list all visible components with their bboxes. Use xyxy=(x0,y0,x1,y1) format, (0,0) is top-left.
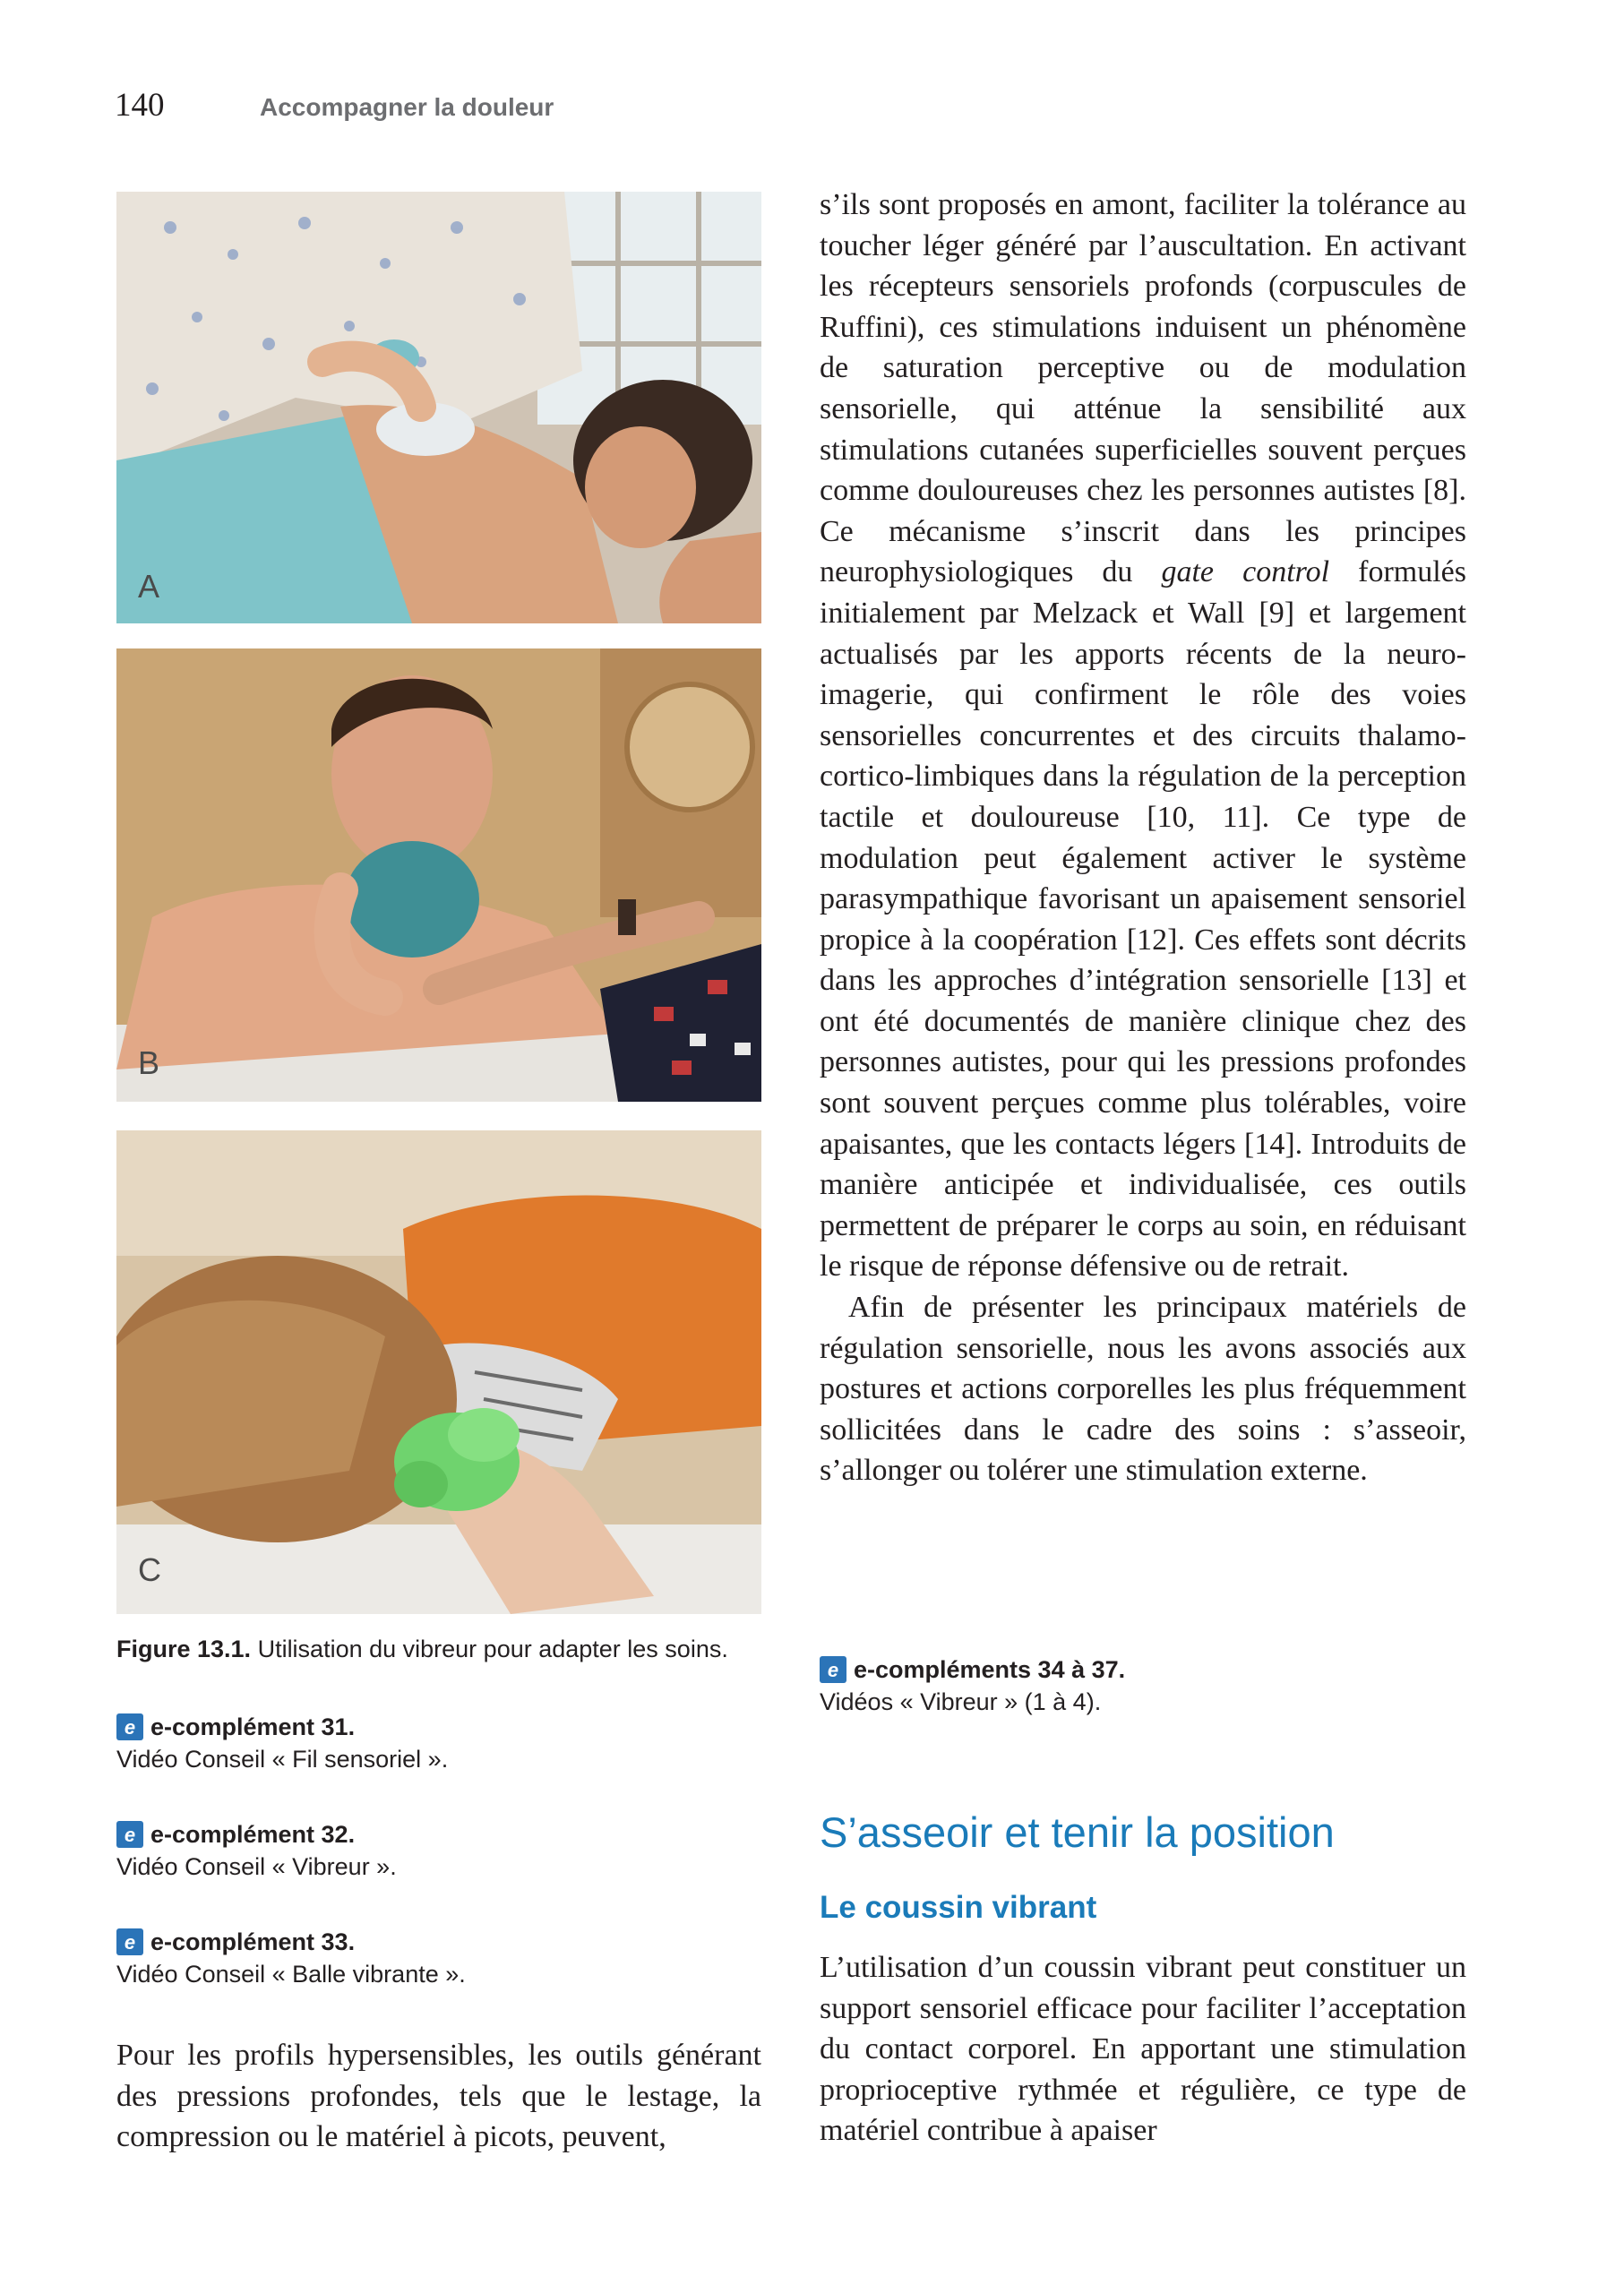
panel-letter-b: B xyxy=(138,1044,160,1081)
subsection-heading: Le coussin vibrant xyxy=(820,1890,1097,1925)
page-number: 140 xyxy=(115,87,165,124)
ecomplement-31[interactable] xyxy=(116,1711,448,1775)
running-title: Accompagner la douleur xyxy=(260,93,554,121)
figure-panel-b xyxy=(116,648,761,1102)
section-heading-initial: S xyxy=(820,1808,848,1856)
left-body-text xyxy=(116,2035,761,2158)
figure-caption xyxy=(116,1636,779,1663)
e-complement-icon xyxy=(116,1928,143,1955)
ecomplement-32[interactable] xyxy=(116,1818,397,1883)
svg-text:e: e xyxy=(124,1716,136,1739)
ecomplement-desc: Vidéos « Vibreur » (1 à 4). xyxy=(820,1688,1102,1715)
paragraph: L’utilisation d’un coussin vibrant peut constituer un support sensoriel efficace pour faciliter l’acceptation du contact corporel. En apportant une stimulation proprioceptive rythmée et régulière, ce type de matériel contribue à apaiser xyxy=(820,1951,1466,2148)
ecomplement-34-37[interactable] xyxy=(820,1653,1125,1718)
vibrator-on-chest-photo xyxy=(116,192,761,623)
italic-term: gate control xyxy=(1161,555,1330,589)
paragraph xyxy=(820,185,1466,1287)
paragraph-text: s’ils sont proposés en amont, faciliter la tolérance au toucher léger généré par l’auscultation. En activant les récepteurs sensoriels profonds (corpuscules de Ruffini), ces stimulations induisent un phénomène de saturation perceptive ou de modulation sensorielle, qui atténue la sensibilité aux stimulations cutanées superficielles souvent perçues comme douloureuses chez les personnes autistes [8]. Ce mécanisme s’inscrit dans les principes neurophysiologiques du xyxy=(820,188,1466,589)
ecomplement-33[interactable] xyxy=(116,1926,466,1990)
panel-letter-c: C xyxy=(138,1551,161,1588)
figure-caption-text: Utilisation du vibreur pour adapter les soins. xyxy=(251,1636,728,1662)
ecomplement-title: e-complément 32. xyxy=(150,1821,356,1848)
e-complement-icon xyxy=(820,1656,846,1683)
ecomplement-desc: Vidéo Conseil « Vibreur ». xyxy=(116,1853,397,1880)
section-heading xyxy=(820,1808,1335,1857)
paragraph: Pour les profils hypersensibles, les outils générant des pressions profondes, tels que le lestage, la compression ou le matériel à picots, peuvent, xyxy=(116,2039,761,2154)
panel-letter-a: A xyxy=(138,568,160,605)
paragraph-text: formulés initialement par Melzack et Wall [9] et largement actualisés par les apports récents de la neuro-imagerie, qui confirment le rôle des voies sensorielles concurrentes et des circuits thalamo-cortico-limbiques dans la régulation de la perception tactile et douloureuse [10, 11]. Ce type de modulation peut également activer le système parasympathique favorisant un apaisement sensoriel propice à la coopération [12]. Ces effets sont décrits dans les approches d’intégration sensorielle [13] et ont été documentés de manière clinique chez des personnes autistes, pour qui les pressions profondes sont souvent perçues comme plus tolérables, voire apaisantes, que les contacts légers [14]. Introduits de manière anticipée et individualisée, ces outils permettent de préparer le corps au soin, en réduisant le risque de réponse défensive ou de retrait. xyxy=(820,555,1467,1284)
ecomplement-desc: Vidéo Conseil « Balle vibrante ». xyxy=(116,1961,466,1988)
svg-text:e: e xyxy=(827,1659,839,1681)
e-complement-icon xyxy=(116,1713,143,1740)
figure-caption-label: Figure 13.1. xyxy=(116,1636,252,1662)
vibrating-ball-photo xyxy=(116,1130,761,1614)
paragraph: Afin de présenter les principaux matériels de régulation sensorielle, nous les avons associés aux postures et actions corporelles les plus fréquemment sollicitées dans le cadre des soins : s’asseoir, s’allonger ou tolérer une stimulation externe. xyxy=(820,1291,1466,1488)
figure-panel-c xyxy=(116,1130,761,1614)
figure-panel-a xyxy=(116,192,761,623)
section-heading-rest: ’asseoir et tenir la position xyxy=(847,1808,1335,1856)
e-complement-icon xyxy=(116,1821,143,1848)
right-body-text xyxy=(820,185,1466,1491)
right-body-text-section xyxy=(820,1947,1466,2151)
svg-text:e: e xyxy=(124,1824,136,1846)
ecomplement-title: e-complément 31. xyxy=(150,1713,356,1740)
svg-text:e: e xyxy=(124,1931,136,1954)
ecomplement-title: e-complément 33. xyxy=(150,1928,356,1955)
page-header xyxy=(115,86,1512,133)
vibrator-on-neck-photo xyxy=(116,648,761,1102)
ecomplement-title: e-compléments 34 à 37. xyxy=(854,1656,1126,1683)
ecomplement-desc: Vidéo Conseil « Fil sensoriel ». xyxy=(116,1746,449,1773)
